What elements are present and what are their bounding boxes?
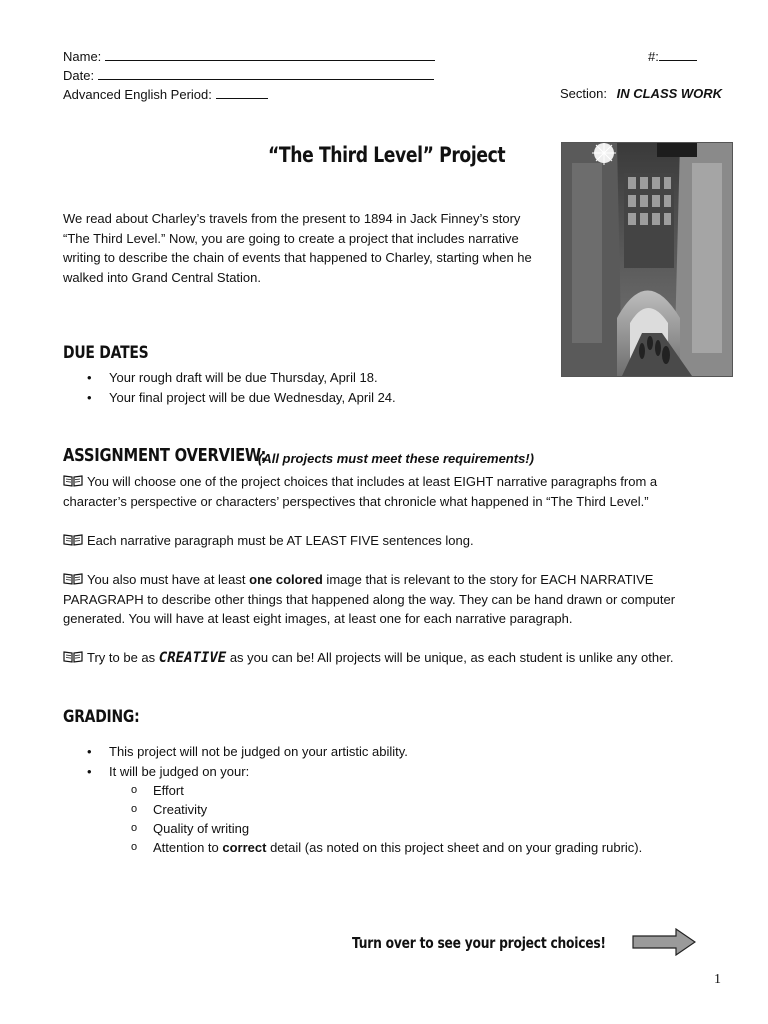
overview-subheading-text: (All projects must meet these requirements!) (258, 451, 534, 466)
section-line (560, 86, 722, 101)
arrow-right-icon (632, 928, 696, 956)
grand-central-photo (561, 142, 733, 377)
section-value: IN CLASS WORK (616, 86, 723, 101)
open-book-icon (63, 573, 83, 585)
number-line (648, 48, 697, 64)
list-item: • Your rough draft will be due Thursday, April 18. (63, 368, 543, 388)
list-item: o Effort (63, 781, 723, 800)
overview-p3-after: image that is relevant to the story for EACH NARRATIVE PARAGRAPH to describe other things that happened along the way. They can be hand drawn or computer generated. You will have at least eight images, at least one for each narrative paragraph. (63, 572, 676, 626)
list-item: • This project will not be judged on your artistic ability. (63, 742, 663, 762)
period-blank[interactable] (216, 86, 268, 99)
overview-p3-before: You also must have at least (87, 572, 250, 587)
due-dates-list (63, 368, 543, 407)
grading-sublist (63, 781, 723, 857)
grand-central-image (562, 143, 732, 376)
intro-paragraph: We read about Charley’s travels from the present to 1894 in Jack Finney’s story “The Third Level.” Now, you are going to create a project that includes narrative writing to describe the chain of events that happened to Charley, starting when he walked into Grand Central Station. (63, 211, 532, 285)
turn-over-text: Turn over to see your project choices! (352, 934, 606, 952)
list-item (63, 838, 723, 857)
overview-p2-text: Each narrative paragraph must be AT LEAST FIVE sentences long. (87, 533, 474, 548)
list-item: o Quality of writing (63, 819, 723, 838)
page-title: “The Third Level” Project (268, 143, 506, 167)
overview-paragraph-1 (63, 472, 713, 511)
grading-list (63, 742, 663, 781)
page-number: 1 (714, 972, 721, 987)
open-book-icon (63, 651, 83, 663)
overview-p4-before: Try to be as (87, 650, 159, 665)
overview-heading: ASSIGNMENT OVERVIEW: (63, 445, 267, 466)
overview-subheading (258, 451, 534, 466)
overview-paragraph-2 (63, 531, 713, 551)
name-label: Name: (63, 49, 102, 64)
number-blank[interactable] (659, 48, 697, 61)
overview-p3-bold: one colored (249, 572, 323, 587)
overview-p4-after: as you can be! All projects will be unique, as each student is unlike any other. (226, 650, 674, 665)
overview-paragraph-4 (63, 648, 743, 669)
section-label: Section: (560, 86, 607, 101)
grading-last-after: detail (as noted on this project sheet and on your grading rubric). (266, 840, 643, 855)
overview-p1-text: You will choose one of the project choices that includes at least EIGHT narrative paragraphs from a character’s perspective or characters’ perspectives that chronicle what happened in “The Third Level.” (63, 474, 658, 509)
list-item: • It will be judged on your: (63, 762, 663, 782)
period-label: Advanced English Period: (63, 87, 212, 102)
date-label: Date: (63, 68, 95, 83)
period-line (63, 86, 268, 102)
name-line (63, 48, 435, 64)
grading-last-before: Attention to (153, 840, 223, 855)
open-book-icon (63, 534, 83, 546)
grading-heading: GRADING: (63, 707, 140, 727)
creative-word: CREATIVE (158, 650, 227, 666)
name-blank[interactable] (105, 48, 435, 61)
date-line (63, 67, 434, 83)
list-item: • Your final project will be due Wednesday, April 24. (63, 388, 543, 408)
list-item: o Creativity (63, 800, 723, 819)
number-label: #: (648, 49, 659, 64)
overview-paragraph-3 (63, 570, 723, 629)
grading-last-bold: correct (222, 840, 267, 855)
open-book-icon (63, 475, 83, 487)
date-blank[interactable] (98, 67, 434, 80)
due-dates-heading: DUE DATES (63, 343, 149, 363)
